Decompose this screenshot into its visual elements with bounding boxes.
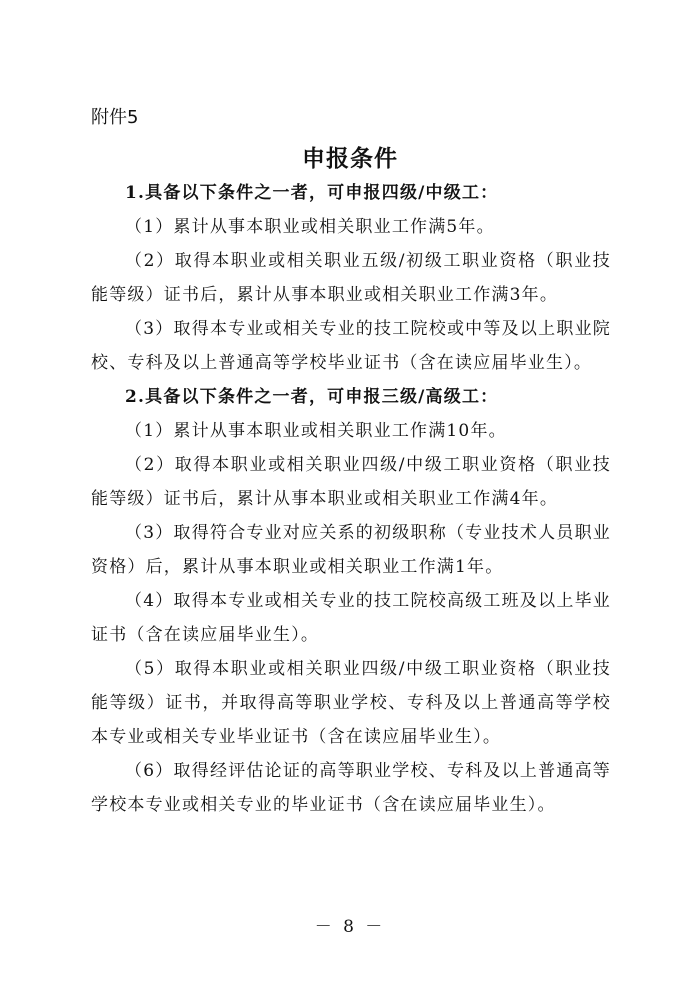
- condition-item: （4）取得本专业或相关专业的技工院校高级工班及以上毕业证书（含在读应届毕业生）。: [91, 591, 611, 645]
- attachment-label: 附件5: [91, 107, 139, 128]
- condition-item: （6）取得经评估论证的高等职业学校、专科及以上普通高等学校本专业或相关专业的毕业证书（含在读应届毕业生）。: [91, 761, 611, 815]
- condition-item: （1）累计从事本职业或相关职业工作满10年。: [125, 421, 507, 441]
- condition-item: （3）取得本专业或相关专业的技工院校或中等及以上职业院校、专科及以上普通高等学校毕业证书（含在读应届毕业生）。: [91, 319, 611, 373]
- condition-item: （2）取得本职业或相关职业四级/中级工职业资格（职业技能等级）证书后，累计从事本职业或相关职业工作满4年。: [91, 455, 611, 509]
- section-heading-2: 2.具备以下条件之一者，可申报三级/高级工：: [125, 387, 499, 407]
- page-title: 申报条件: [302, 145, 398, 172]
- condition-item: （5）取得本职业或相关职业四级/中级工职业资格（职业技能等级）证书，并取得高等职业学校、专科及以上普通高等学校本专业或相关专业毕业证书（含在读应届毕业生）。: [91, 659, 611, 747]
- page-number: － 8 －: [314, 917, 386, 937]
- condition-item: （2）取得本职业或相关职业五级/初级工职业资格（职业技能等级）证书后，累计从事本职业或相关职业工作满3年。: [91, 251, 611, 305]
- document-body: [91, 176, 611, 822]
- condition-item: （3）取得符合专业对应关系的初级职称（专业技术人员职业资格）后，累计从事本职业或相关职业工作满1年。: [91, 523, 611, 577]
- condition-item: （1）累计从事本职业或相关职业工作满5年。: [125, 217, 495, 237]
- section-heading-1: 1.具备以下条件之一者，可申报四级/中级工：: [125, 183, 499, 203]
